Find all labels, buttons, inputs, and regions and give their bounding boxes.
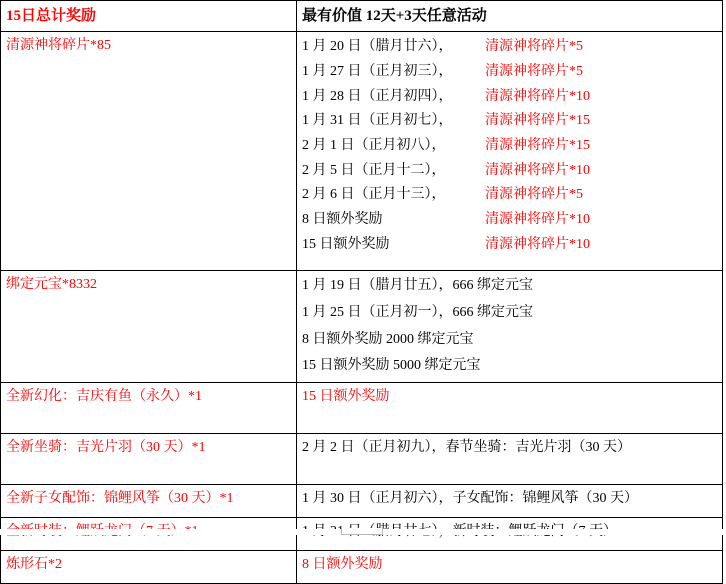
detail-line: 2 月 5 日（正月十二）， 清源神将碎片*10	[302, 162, 590, 178]
row-detail-illusion: 15 日额外奖励	[297, 382, 723, 433]
detail-line: 1 月 28 日（正月初四）， 清源神将碎片*10	[302, 88, 590, 104]
header-cell-left: 15日总计奖励	[1, 1, 297, 32]
table-row	[1, 382, 723, 433]
detail-line: 1 月 25 日（正月初一），666 绑定元宝	[302, 304, 533, 320]
row-detail-refine-stone: 8 日额外奖励	[297, 550, 723, 583]
table-row	[1, 433, 723, 484]
header-cell-right: 最有价值 12天+3天任意活动	[297, 1, 723, 32]
detail-line: 8 日额外奖励 2000 绑定元宝	[302, 331, 474, 347]
detail-line: 1 月 31 日（正月初七）， 清源神将碎片*15	[302, 113, 590, 129]
row-label-fragments: 清源神将碎片*85	[1, 32, 297, 271]
table-header-row	[1, 1, 723, 32]
detail-line: 15 日额外奖励 清源神将碎片*10	[302, 236, 590, 252]
table-row	[1, 32, 723, 271]
detail-line: 8 日额外奖励 清源神将碎片*10	[302, 212, 590, 227]
row-detail-bound-yuanbao	[297, 271, 723, 383]
row-detail-fragments	[297, 32, 723, 271]
detail-line: 1 月 27 日（正月初三）， 清源神将碎片*5	[302, 63, 583, 79]
row-label-mount: 全新坐骑：吉光片羽（30 天）*1	[1, 433, 297, 484]
detail-line: 2 月 1 日（正月初八）， 清源神将碎片*15	[302, 137, 590, 153]
row-detail-child-accessory: 1 月 30 日（正月初六），子女配饰：锦鲤风筝（30 天）	[297, 484, 723, 517]
detail-line: 15 日额外奖励 5000 绑定元宝	[302, 358, 481, 374]
row-label-illusion: 全新幻化：吉庆有鱼（永久）*1	[1, 382, 297, 433]
table-row	[1, 484, 723, 517]
row-label-bound-yuanbao: 绑定元宝*8332	[1, 271, 297, 383]
row-detail-mount: 2 月 2 日（正月初九），春节坐骑：吉光片羽（30 天）	[297, 433, 723, 484]
row-label-refine-stone: 炼形石*2	[1, 550, 297, 583]
row-label-child-accessory: 全新子女配饰：锦鲤风筝（30 天）*1	[1, 484, 297, 517]
detail-line: 1 月 20 日（腊月廿六）， 清源神将碎片*5	[302, 39, 583, 55]
sheet-tab[interactable]	[341, 528, 383, 535]
table-row	[1, 271, 723, 383]
detail-line: 1 月 19 日（腊月廿五），666 绑定元宝	[302, 278, 533, 294]
table-row	[1, 550, 723, 583]
detail-line: 2 月 6 日（正月十三）， 清源神将碎片*5	[302, 187, 583, 203]
